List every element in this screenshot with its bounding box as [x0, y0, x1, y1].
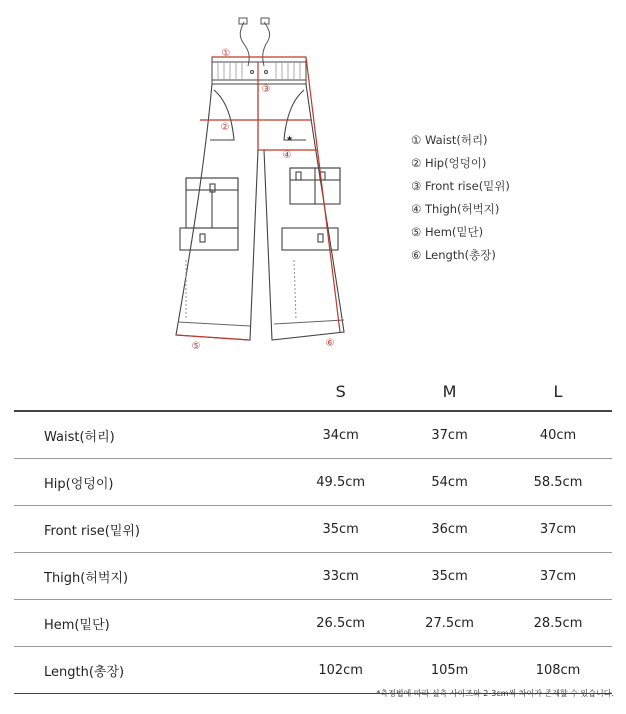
header-size-s: S: [286, 372, 395, 411]
table-row: [14, 506, 612, 553]
header-size-m: M: [395, 372, 504, 411]
footnote: *측정법에 따라 실측 사이즈와 2-3cm씩 차이가 존재할 수 있습니다.: [376, 689, 614, 698]
cell-l: 108cm: [504, 647, 612, 694]
cell-s: 34cm: [286, 411, 395, 459]
row-label: Waist(허리): [14, 411, 286, 459]
cell-m: 37cm: [395, 411, 504, 459]
header-size-l: L: [504, 372, 612, 411]
cell-s: 49.5cm: [286, 459, 395, 506]
legend-item-thigh: ④ Thigh(허벅지): [411, 202, 500, 216]
legend-item-waist: ① Waist(허리): [411, 133, 488, 147]
table-row: [14, 647, 612, 694]
cell-m: 36cm: [395, 506, 504, 553]
header-blank: [14, 372, 286, 411]
cell-m: 54cm: [395, 459, 504, 506]
legend-item-hem: ⑤ Hem(밑단): [411, 225, 484, 239]
cell-l: 37cm: [504, 506, 612, 553]
cell-m: 105m: [395, 647, 504, 694]
table-row: [14, 459, 612, 506]
table-row: [14, 411, 612, 459]
row-label: Thigh(허벅지): [14, 553, 286, 600]
legend-item-front-rise: ③ Front rise(밑위): [411, 179, 510, 193]
cell-m: 27.5cm: [395, 600, 504, 647]
cell-s: 35cm: [286, 506, 395, 553]
marker-waist: ①: [221, 48, 231, 59]
pants-outline: [176, 84, 344, 340]
length-line: [306, 57, 340, 332]
marker-hem: ⑤: [191, 341, 201, 352]
waistband: [212, 57, 306, 84]
cell-l: 28.5cm: [504, 600, 612, 647]
cell-s: 26.5cm: [286, 600, 395, 647]
hem-line: [176, 335, 250, 340]
cell-s: 102cm: [286, 647, 395, 694]
row-label: Hip(엉덩이): [14, 459, 286, 506]
cell-s: 33cm: [286, 553, 395, 600]
marker-front-rise: ③: [261, 84, 271, 95]
star-icon: ★: [286, 134, 294, 143]
cell-l: 37cm: [504, 553, 612, 600]
size-table: [14, 372, 612, 694]
row-label: Length(총장): [14, 647, 286, 694]
cell-m: 35cm: [395, 553, 504, 600]
table-row: [14, 600, 612, 647]
row-label: Hem(밑단): [14, 600, 286, 647]
table-row: [14, 553, 612, 600]
cell-l: 40cm: [504, 411, 612, 459]
cell-l: 58.5cm: [504, 459, 612, 506]
measurement-legend: [411, 129, 510, 267]
table-header-row: [14, 372, 612, 411]
legend-item-hip: ② Hip(엉덩이): [411, 156, 487, 170]
drawstring: [239, 18, 270, 66]
marker-hip: ②: [220, 122, 230, 133]
legend-item-length: ⑥ Length(총장): [411, 248, 496, 262]
marker-length: ⑥: [325, 338, 335, 349]
marker-thigh: ④: [282, 150, 292, 161]
row-label: Front rise(밑위): [14, 506, 286, 553]
